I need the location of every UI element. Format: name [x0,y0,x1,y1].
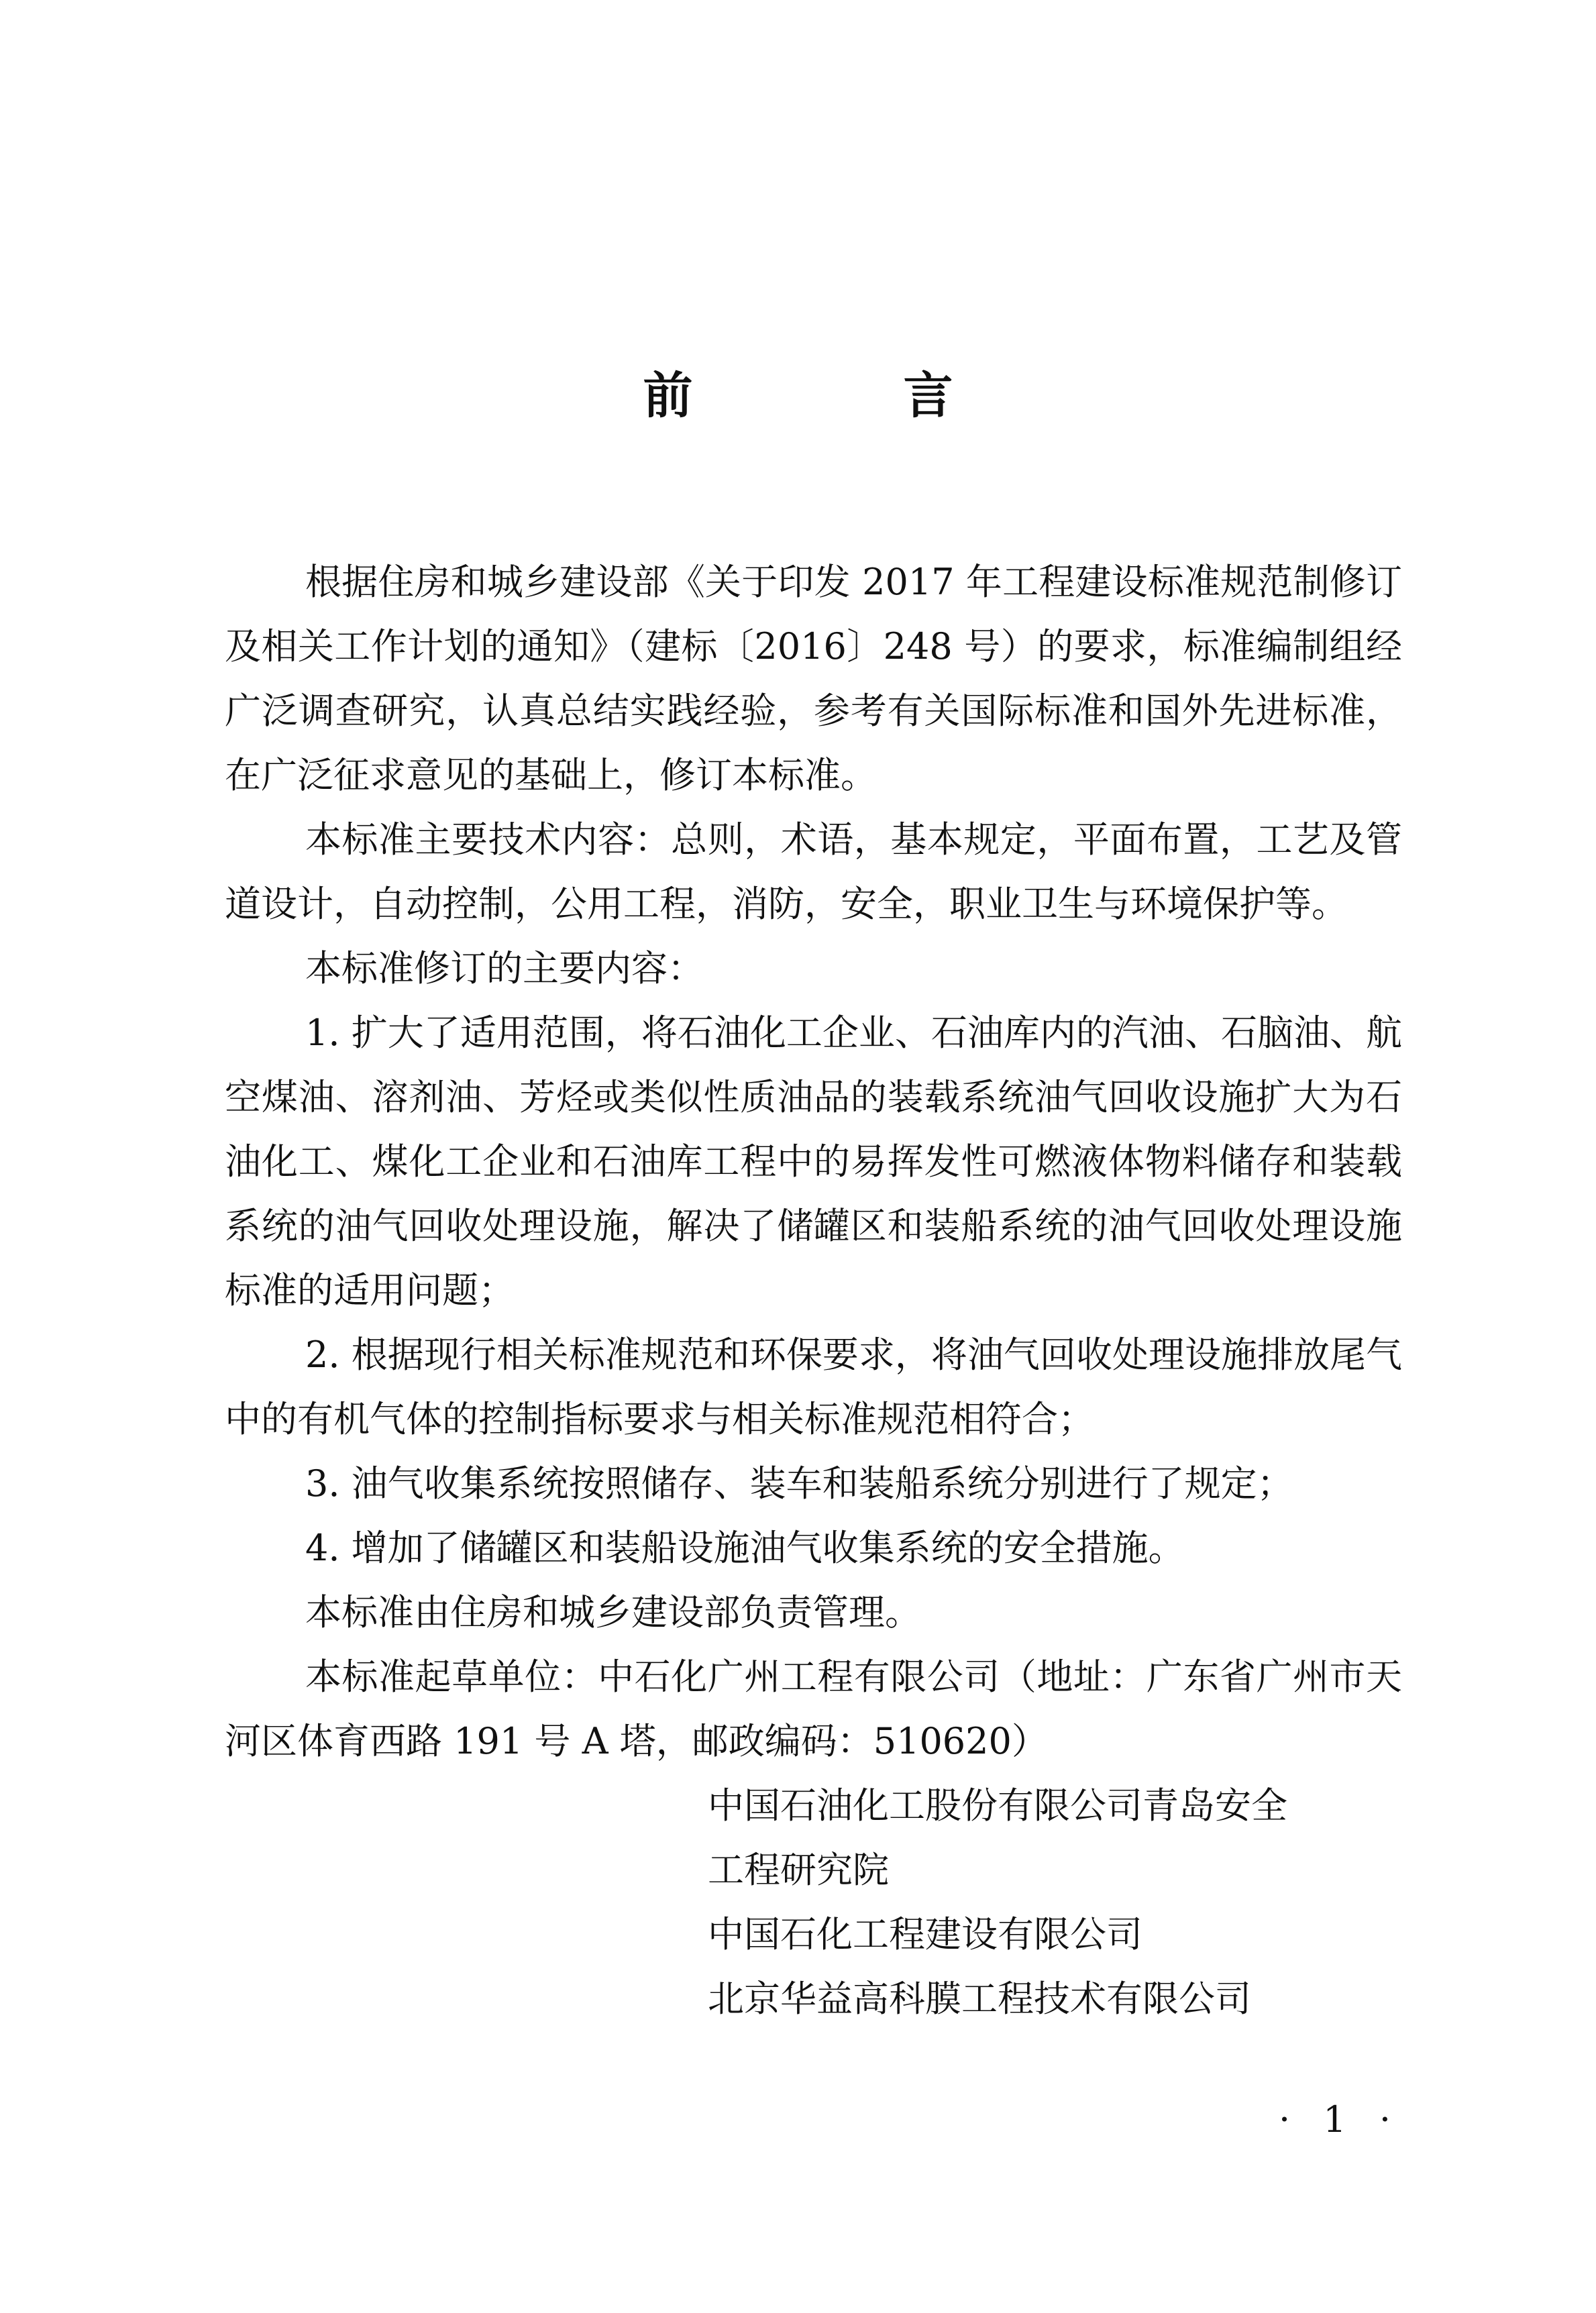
page-number: · 1 · [1278,2098,1401,2141]
revision-item-1: 1. 扩大了适用范围，将石油化工企业、石油库内的汽油、石脑油、航空煤油、溶剂油、芳烃或类似性质油品的装载系统油气回收设施扩大为石油化工、煤化工企业和石油库工程中的易挥发性可燃液体物料储存和装载系统的油气回收处理设施，解决了储罐区和装船系统的油气回收处理设施标准的适用问题； [225,1012,1402,1311]
organization-item: 中国石化工程建设有限公司 [708,1913,1142,1955]
paragraph-revision-intro: 本标准修订的主要内容： [305,947,704,989]
paragraph-background: 根据住房和城乡建设部《关于印发 2017 年工程建设标准规范制修订及相关工作计划的通知》（建标〔2016〕248 号）的要求，标准编制组经广泛调查研究，认真总结实践经验，参考有关国际标准和国外先进标准，在广泛征求意见的基础上，修订本标准。 [225,561,1402,796]
paragraph-main-content: 本标准主要技术内容：总则，术语，基本规定，平面布置，工艺及管道设计，自动控制，公用工程，消防，安全，职业卫生与环境保护等。 [225,818,1402,925]
page-title: 前 言 [643,367,1034,425]
organization-list [225,1774,1402,2031]
revision-item-2: 2. 根据现行相关标准规范和环保要求，将油气回收处理设施排放尾气中的有机气体的控制指标要求与相关标准规范相符合； [225,1334,1402,1440]
paragraph-drafting-units: 本标准起草单位：中石化广州工程有限公司（地址：广东省广州市天河区体育西路 191 号 A 塔，邮政编码：510620） [225,1656,1402,1762]
organization-item: 中国石油化工股份有限公司青岛安全 [708,1784,1287,1827]
document-body [225,550,1402,2031]
organization-item: 工程研究院 [708,1849,889,1891]
revision-item-3: 3. 油气收集系统按照储存、装车和装船系统分别进行了规定； [305,1462,1293,1505]
paragraph-management: 本标准由住房和城乡建设部负责管理。 [305,1591,921,1633]
revision-item-4: 4. 增加了储罐区和装船设施油气收集系统的安全措施。 [305,1527,1185,1569]
organization-item: 北京华益高科膜工程技术有限公司 [708,1978,1251,2020]
